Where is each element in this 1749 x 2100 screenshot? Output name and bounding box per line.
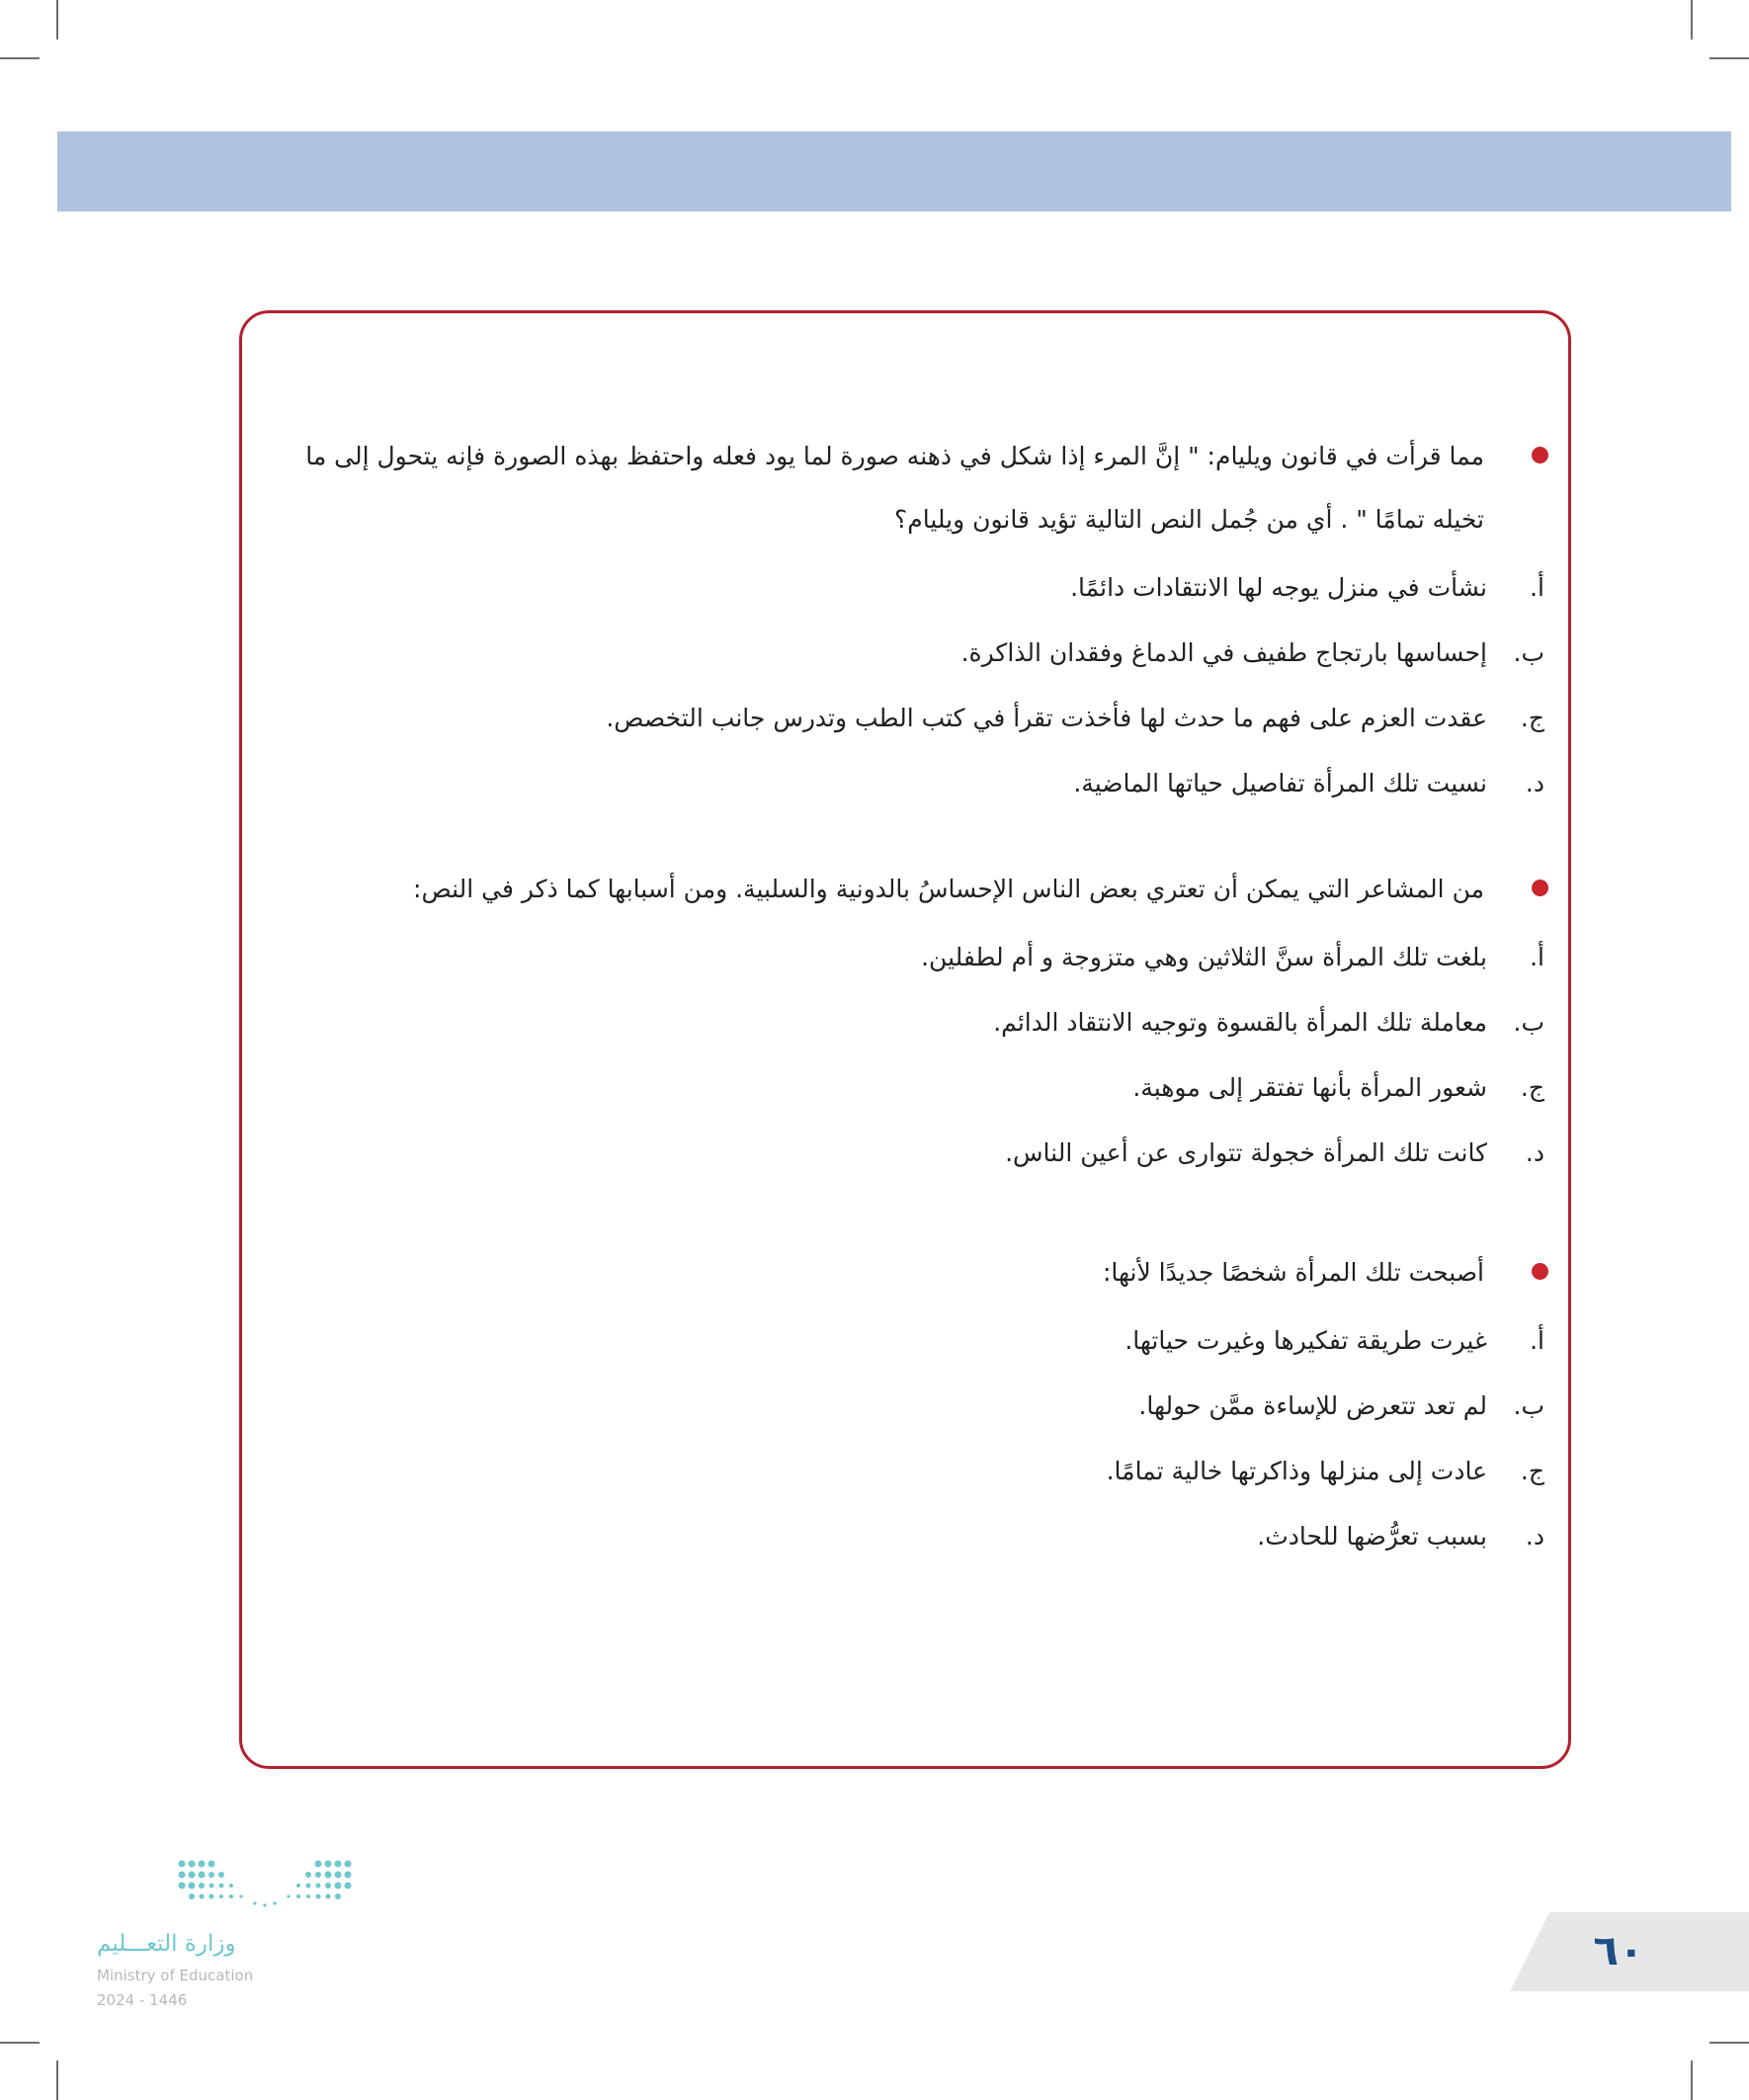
- question-stem: مما قرأت في قانون ويليام: " إنَّ المرء إذا شكل في ذهنه صورة لما يود فعله واحتفظ بهذه الصورة فإنه يتحول إلى ما تخيله تمامًا " . أي من جُمل النص التالية تؤيد قانون ويليام؟: [305, 442, 1484, 534]
- option-text: بلغت تلك المرأة سنَّ الثلاثين وهي متزوجة و أم لطفلين.: [921, 943, 1487, 971]
- options-list: [259, 925, 1548, 1186]
- option-item[interactable]: [259, 1121, 1548, 1186]
- logo-year: 2024 - 1446: [97, 1991, 188, 2009]
- option-item[interactable]: [259, 1055, 1548, 1121]
- crop-mark: [1691, 2060, 1693, 2100]
- option-text: كانت تلك المرأة خجولة تتوارى عن أعين الناس.: [1005, 1138, 1487, 1167]
- logo-dots-icon: [178, 1858, 352, 1909]
- questions-list: [259, 425, 1548, 1611]
- crop-mark: [56, 2060, 58, 2100]
- options-list: [259, 555, 1548, 816]
- question-3: [259, 1241, 1548, 1569]
- option-item[interactable]: [259, 686, 1548, 751]
- option-item[interactable]: [259, 990, 1548, 1055]
- option-label: ب.: [1513, 1008, 1544, 1037]
- option-label: ج.: [1520, 1073, 1544, 1102]
- option-item[interactable]: [259, 925, 1548, 990]
- bullet-icon: [1532, 447, 1548, 463]
- logo-ministry-ar: وزارة التعـــليم: [97, 1931, 236, 1957]
- option-text: معاملة تلك المرأة بالقسوة وتوجيه الانتقاد الدائم.: [993, 1008, 1487, 1037]
- option-item[interactable]: [259, 1504, 1548, 1569]
- option-item[interactable]: [259, 1374, 1548, 1439]
- option-label: ج.: [1520, 704, 1544, 732]
- option-item[interactable]: [259, 751, 1548, 816]
- crop-mark: [1709, 57, 1749, 59]
- option-label: د.: [1525, 1522, 1544, 1551]
- question-stem: من المشاعر التي يمكن أن تعتري بعض الناس الإحساسُ بالدونية والسلبية. ومن أسبابها كما ذكر في النص:: [413, 875, 1484, 903]
- option-label: د.: [1525, 769, 1544, 798]
- option-text: عقدت العزم على فهم ما حدث لها فأخذت تقرأ في كتب الطب وتدرس جانب التخصص.: [606, 704, 1487, 732]
- option-label: أ.: [1530, 1326, 1544, 1355]
- bullet-icon: [1532, 880, 1548, 896]
- option-item[interactable]: [259, 621, 1548, 686]
- option-text: نشأت في منزل يوجه لها الانتقادات دائمًا.: [1070, 573, 1487, 602]
- crop-mark: [1691, 0, 1693, 40]
- crop-mark: [0, 57, 40, 59]
- header-band: [57, 131, 1731, 211]
- question-stem: أصبحت تلك المرأة شخصًا جديدًا لأنها:: [1102, 1258, 1484, 1287]
- ministry-logo: [97, 1858, 354, 2009]
- page-number: ٦٠: [1593, 1926, 1644, 1974]
- option-text: عادت إلى منزلها وذاكرتها خالية تمامًا.: [1106, 1457, 1487, 1485]
- option-label: أ.: [1530, 943, 1544, 971]
- options-list: [259, 1308, 1548, 1569]
- option-text: إحساسها بارتجاج طفيف في الدماغ وفقدان الذاكرة.: [960, 638, 1487, 667]
- option-item[interactable]: [259, 555, 1548, 621]
- question-2: [259, 858, 1548, 1186]
- option-item[interactable]: [259, 1439, 1548, 1504]
- option-text: لم تعد تتعرض للإساءة ممَّن حولها.: [1138, 1391, 1487, 1420]
- crop-mark: [0, 2042, 40, 2044]
- question-1: [259, 425, 1548, 816]
- option-item[interactable]: [259, 1308, 1548, 1374]
- logo-ministry-en: Ministry of Education: [97, 1967, 254, 1984]
- crop-mark: [1709, 2042, 1749, 2044]
- crop-mark: [56, 0, 58, 40]
- option-label: ب.: [1513, 638, 1544, 667]
- option-text: بسبب تعرُّضها للحادث.: [1257, 1522, 1487, 1551]
- option-label: أ.: [1530, 573, 1544, 602]
- option-text: شعور المرأة بأنها تفتقر إلى موهبة.: [1132, 1073, 1487, 1102]
- option-text: نسيت تلك المرأة تفاصيل حياتها الماضية.: [1073, 769, 1487, 798]
- option-label: ج.: [1520, 1457, 1544, 1485]
- bullet-icon: [1532, 1263, 1548, 1280]
- option-label: د.: [1525, 1138, 1544, 1167]
- option-text: غيرت طريقة تفكيرها وغيرت حياتها.: [1124, 1326, 1487, 1355]
- option-label: ب.: [1513, 1391, 1544, 1420]
